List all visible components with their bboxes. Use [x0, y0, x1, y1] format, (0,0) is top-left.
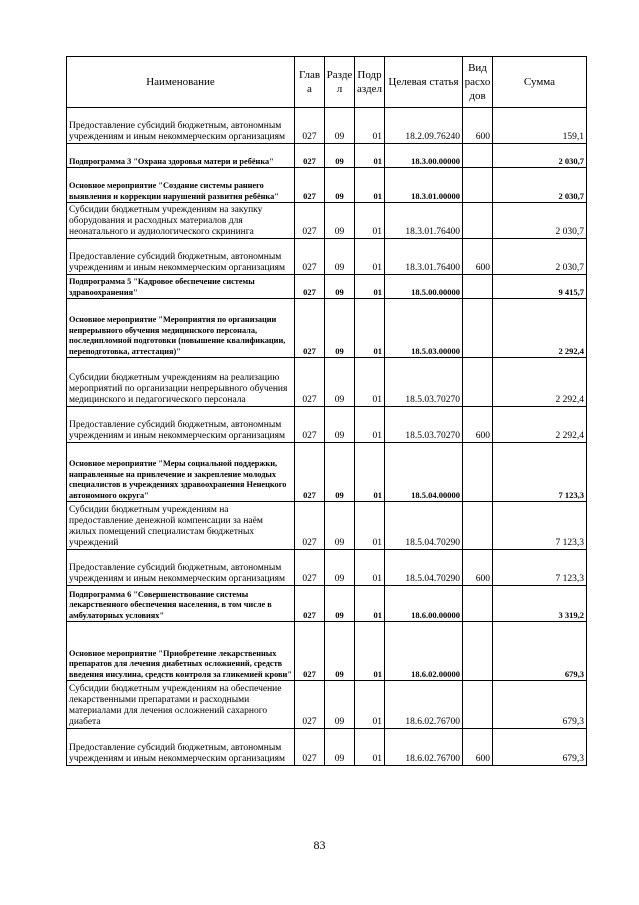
row-expense-type [463, 586, 493, 622]
row-sum: 679,3 [493, 681, 587, 729]
table-row [67, 502, 587, 550]
row-target-article: 18.5.00.00000 [385, 275, 463, 299]
table-row [67, 239, 587, 275]
row-chapter: 027 [295, 502, 325, 550]
row-chapter: 027 [295, 168, 325, 203]
row-name: Субсидии бюджетным учреждениям на закупку оборудования и расходных материалов для неонатального и аудиологического скрининга [67, 203, 295, 239]
row-name: Предоставление субсидий бюджетным, автономным учреждениям и иным некоммерческим организациям [67, 239, 295, 275]
row-section: 09 [325, 622, 355, 681]
row-expense-type: 600 [463, 239, 493, 275]
row-target-article: 18.5.04.70290 [385, 550, 463, 586]
row-expense-type [463, 203, 493, 239]
row-chapter: 027 [295, 729, 325, 766]
row-section: 09 [325, 502, 355, 550]
row-chapter: 027 [295, 681, 325, 729]
row-target-article: 18.3.01.76400 [385, 239, 463, 275]
row-sum: 679,3 [493, 729, 587, 766]
row-chapter: 027 [295, 108, 325, 144]
row-chapter: 027 [295, 203, 325, 239]
row-name: Основное мероприятие "Мероприятия по организации непрерывного обучения медицинского персонала, последипломной подготовки (повышение квалификации, переподготовка, аттестация)" [67, 299, 295, 358]
row-expense-type: 600 [463, 407, 493, 443]
row-sum: 9 415,7 [493, 275, 587, 299]
budget-table [66, 56, 587, 766]
row-name: Подпрограмма 6 "Совершенствование системы лекарственного обеспечения населения, в том числе в амбулаторных условиях" [67, 586, 295, 622]
row-subsection: 01 [355, 729, 385, 766]
table-row [67, 586, 587, 622]
row-subsection: 01 [355, 407, 385, 443]
table-row [67, 443, 587, 502]
row-section: 09 [325, 168, 355, 203]
row-expense-type [463, 168, 493, 203]
row-target-article: 18.2.09.76240 [385, 108, 463, 144]
header-sum: Сумма [493, 57, 587, 108]
row-expense-type: 600 [463, 729, 493, 766]
table-row [67, 622, 587, 681]
row-chapter: 027 [295, 622, 325, 681]
table-row [67, 550, 587, 586]
row-expense-type [463, 502, 493, 550]
row-sum: 3 319,2 [493, 586, 587, 622]
row-section: 09 [325, 586, 355, 622]
row-subsection: 01 [355, 622, 385, 681]
row-section: 09 [325, 443, 355, 502]
row-name: Основное мероприятие "Меры социальной поддержки, направленные на привлечение и закрепление молодых специалистов в учреждениях здравоохранения Ненецкого автономного округа" [67, 443, 295, 502]
row-expense-type [463, 275, 493, 299]
table-row [67, 358, 587, 407]
row-target-article: 18.3.01.76400 [385, 203, 463, 239]
row-sum: 2 292,4 [493, 299, 587, 358]
row-target-article: 18.5.04.00000 [385, 443, 463, 502]
row-expense-type [463, 622, 493, 681]
row-sum: 7 123,3 [493, 550, 587, 586]
row-subsection: 01 [355, 203, 385, 239]
row-name: Основное мероприятие "Приобретение лекарственных препаратов для лечения диабетных осложнений, средств введения инсулина, средств контроля за гликемией крови" [67, 622, 295, 681]
row-target-article: 18.6.02.00000 [385, 622, 463, 681]
row-subsection: 01 [355, 443, 385, 502]
row-subsection: 01 [355, 239, 385, 275]
row-section: 09 [325, 299, 355, 358]
table-row [67, 203, 587, 239]
row-section: 09 [325, 681, 355, 729]
row-subsection: 01 [355, 168, 385, 203]
row-sum: 7 123,3 [493, 502, 587, 550]
table-row [67, 407, 587, 443]
row-sum: 2 030,7 [493, 239, 587, 275]
row-name: Субсидии бюджетным учреждениям на обеспечение лекарственными препаратами и расходными материалами для лечения осложнений сахарного диабета [67, 681, 295, 729]
header-expense-type: Вид расхо дов [463, 57, 493, 108]
row-sum: 7 123,3 [493, 443, 587, 502]
row-subsection: 01 [355, 681, 385, 729]
row-chapter: 027 [295, 275, 325, 299]
row-target-article: 18.6.00.00000 [385, 586, 463, 622]
row-target-article: 18.3.01.00000 [385, 168, 463, 203]
row-sum: 2 030,7 [493, 144, 587, 168]
row-subsection: 01 [355, 358, 385, 407]
table-row [67, 168, 587, 203]
row-chapter: 027 [295, 358, 325, 407]
row-expense-type [463, 358, 493, 407]
table-row [67, 299, 587, 358]
table-row [67, 108, 587, 144]
row-expense-type [463, 443, 493, 502]
row-section: 09 [325, 407, 355, 443]
row-name: Подпрограмма 5 "Кадровое обеспечение системы здравоохранения" [67, 275, 295, 299]
row-name: Субсидии бюджетным учреждениям на предоставление денежной компенсации за наём жилых помещений специалистам бюджетных учреждений [67, 502, 295, 550]
row-target-article: 18.5.03.70270 [385, 358, 463, 407]
row-chapter: 027 [295, 550, 325, 586]
row-target-article: 18.5.03.70270 [385, 407, 463, 443]
row-name: Предоставление субсидий бюджетным, автономным учреждениям и иным некоммерческим организациям [67, 550, 295, 586]
row-name: Субсидии бюджетным учреждениям на реализацию мероприятий по организации непрерывного обучения медицинского и педагогического персонала [67, 358, 295, 407]
row-name: Основное мероприятие "Создание системы раннего выявления и коррекции нарушений развития ребёнка" [67, 168, 295, 203]
row-subsection: 01 [355, 299, 385, 358]
row-name: Предоставление субсидий бюджетным, автономным учреждениям и иным некоммерческим организациям [67, 108, 295, 144]
header-subsection: Подр аздел [355, 57, 385, 108]
table-row [67, 681, 587, 729]
row-chapter: 027 [295, 144, 325, 168]
row-subsection: 01 [355, 108, 385, 144]
row-sum: 679,3 [493, 622, 587, 681]
row-section: 09 [325, 203, 355, 239]
row-subsection: 01 [355, 502, 385, 550]
row-sum: 2 292,4 [493, 407, 587, 443]
row-section: 09 [325, 550, 355, 586]
header-target-article: Целевая статья [385, 57, 463, 108]
table-row [67, 729, 587, 766]
row-section: 09 [325, 108, 355, 144]
row-chapter: 027 [295, 586, 325, 622]
row-target-article: 18.6.02.76700 [385, 729, 463, 766]
row-sum: 159,1 [493, 108, 587, 144]
page-number: 83 [313, 838, 326, 852]
row-subsection: 01 [355, 144, 385, 168]
row-chapter: 027 [295, 443, 325, 502]
header-row [67, 57, 587, 108]
row-section: 09 [325, 239, 355, 275]
row-expense-type [463, 681, 493, 729]
row-chapter: 027 [295, 239, 325, 275]
row-expense-type [463, 144, 493, 168]
row-chapter: 027 [295, 407, 325, 443]
row-section: 09 [325, 729, 355, 766]
header-name: Наименование [67, 57, 295, 108]
row-section: 09 [325, 275, 355, 299]
row-section: 09 [325, 144, 355, 168]
row-sum: 2 030,7 [493, 203, 587, 239]
row-target-article: 18.6.02.76700 [385, 681, 463, 729]
row-name: Предоставление субсидий бюджетным, автономным учреждениям и иным некоммерческим организациям [67, 407, 295, 443]
row-subsection: 01 [355, 275, 385, 299]
row-chapter: 027 [295, 299, 325, 358]
row-sum: 2 030,7 [493, 168, 587, 203]
row-expense-type [463, 299, 493, 358]
row-name: Предоставление субсидий бюджетным, автономным учреждениям и иным некоммерческим организациям [67, 729, 295, 766]
row-subsection: 01 [355, 586, 385, 622]
row-target-article: 18.5.03.00000 [385, 299, 463, 358]
row-expense-type: 600 [463, 108, 493, 144]
table-row [67, 275, 587, 299]
row-target-article: 18.5.04.70290 [385, 502, 463, 550]
row-name: Подпрограмма 3 "Охрана здоровья матери и ребёнка" [67, 144, 295, 168]
row-target-article: 18.3.00.00000 [385, 144, 463, 168]
table-row [67, 144, 587, 168]
row-subsection: 01 [355, 550, 385, 586]
row-sum: 2 292,4 [493, 358, 587, 407]
row-section: 09 [325, 358, 355, 407]
header-chapter: Глав а [295, 57, 325, 108]
row-expense-type: 600 [463, 550, 493, 586]
header-section: Разде л [325, 57, 355, 108]
